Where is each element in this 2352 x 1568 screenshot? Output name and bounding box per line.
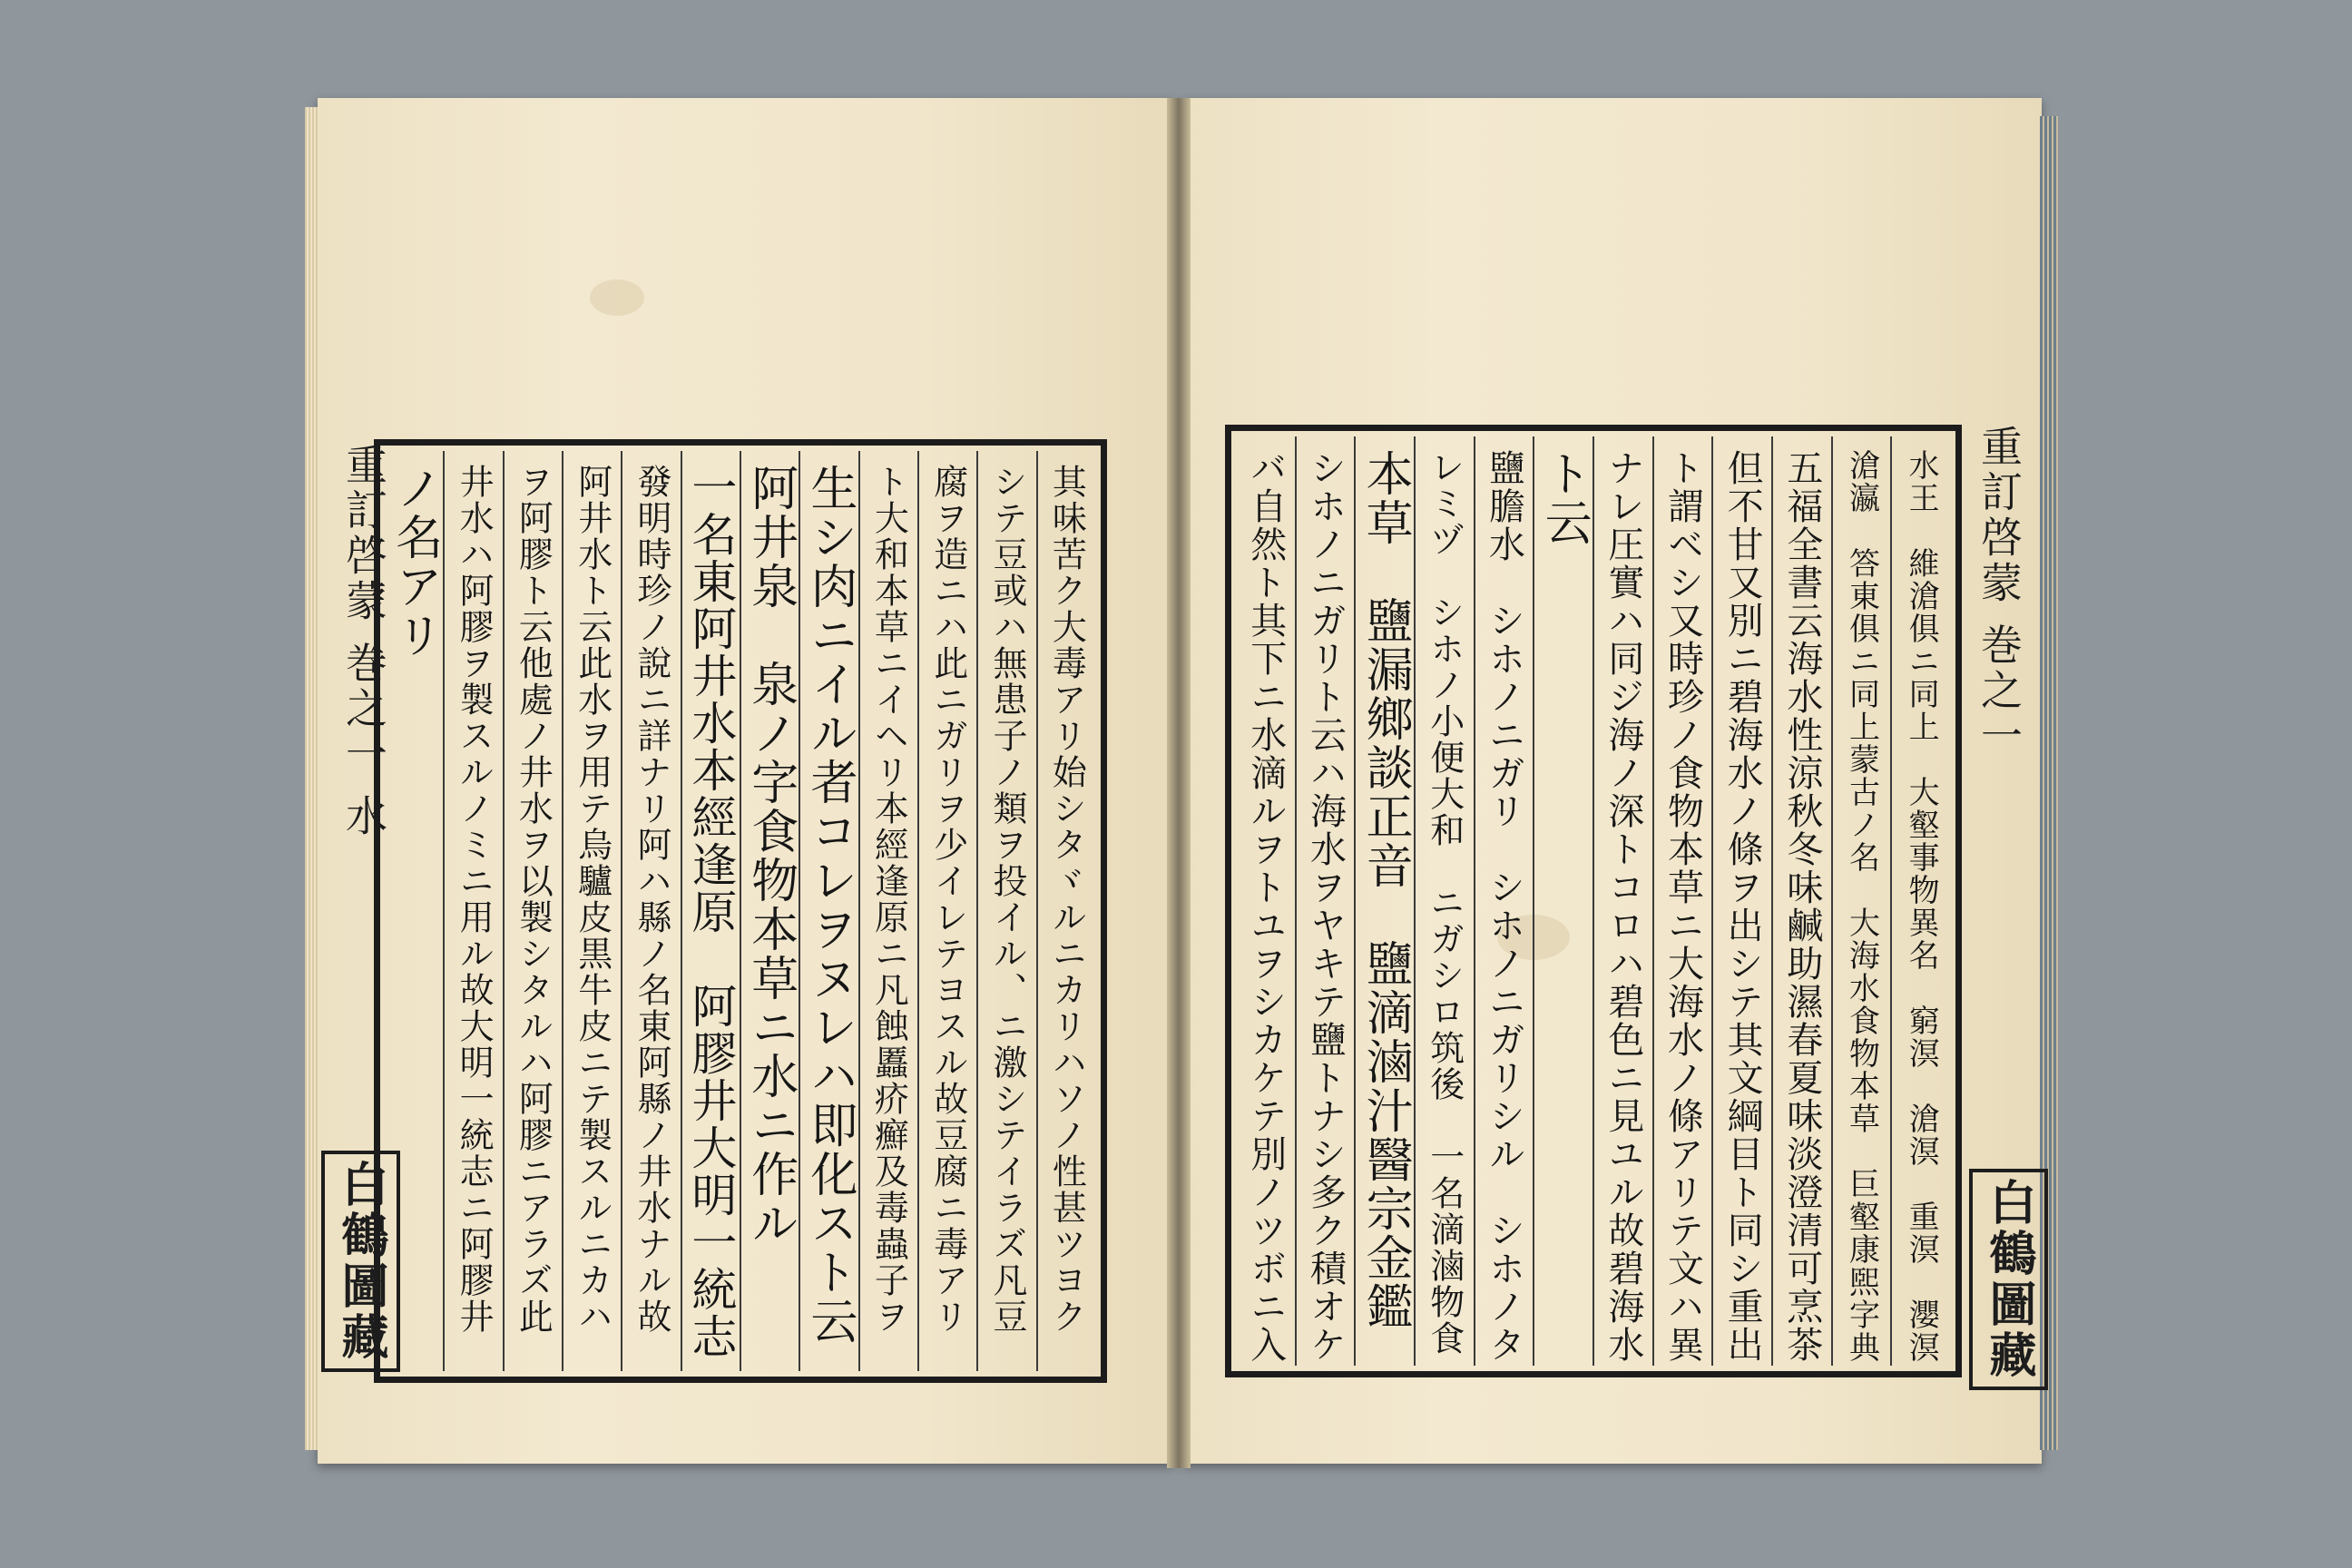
text-column: バ自然ト其下ニ水滴ルヲトユヲシカケテ別ノツボニ入 (1244, 449, 1287, 1364)
paper-stain (590, 279, 644, 316)
text-column: シテ豆或ハ無患子ノ類ヲ投イル、ニ激シテイラズ凡豆 (976, 451, 1035, 1371)
text-column: 發明時珍ノ說ニ詳ナリ阿ハ縣ノ名東阿縣ノ井水ナル故 (621, 451, 680, 1371)
left-text-columns (386, 451, 1095, 1371)
text-column: 一名東阿井水本經逢原 阿膠井大明一統志 (681, 451, 740, 1371)
book-gutter (1167, 98, 1191, 1468)
text-column: ト大和本草ニイヘリ本經逢原ニ凡蝕䘌疥癬及毒蟲子ヲ (858, 451, 917, 1371)
open-book (318, 98, 2042, 1468)
text-column: ノ名アリ (387, 464, 442, 660)
text-column: 腐ヲ造ニハ此ニガリヲ少イレテヨスル故豆腐ニ毒アリ (917, 451, 976, 1371)
text-column: 井水ハ阿膠ヲ製スルノミニ用ル故大明一統志ニ阿膠井 (443, 451, 502, 1371)
text-column: 五福全書云海水性涼秋冬味鹹助濕春夏味淡澄清可烹茶 (1771, 436, 1831, 1366)
text-column: 水王 維滄俱ニ同上 大壑事物異名 窮溟 滄溟 重溟 瀴溟 (1890, 436, 1950, 1366)
right-text-columns (1237, 436, 1950, 1366)
left-page-edges (305, 107, 319, 1450)
right-margin-title: 重訂啓蒙 巻之一 (1975, 425, 2024, 760)
text-column: ヲ阿膠ト云他處ノ井水ヲ以製シタルハ阿膠ニアラズ此 (503, 451, 562, 1371)
text-column: ナレ圧實ハ同ジ海ノ深トコロハ碧色ニ見ユル故碧海水 (1592, 436, 1652, 1366)
text-column: 本草 鹽漏鄉談正音 鹽滴滷汁醫宗金鑑 (1354, 436, 1414, 1366)
text-column: ト云 (1533, 436, 1592, 1366)
text-column: ト謂ベシ又時珍ノ食物本草ニ大海水ノ條アリテ文ハ異 (1652, 436, 1712, 1366)
left-publisher-stamp: 白鶴圖藏 (321, 1151, 400, 1372)
text-column: 其味苦ク大毒アリ始シタヾルニカリハソノ性甚ツヨク (1036, 451, 1095, 1371)
left-margin-title: 重訂啓蒙 巻之一 水 (339, 443, 388, 840)
left-text-frame (374, 439, 1107, 1383)
text-column: シホノニガリト云ハ海水ヲヤキテ鹽トナシ多ク積オケ (1295, 436, 1355, 1366)
text-column: 阿井水ト云此水ヲ用テ烏驢皮黒牛皮ニテ製スルニカハ (562, 451, 621, 1371)
text-column: レミヅ シホノ小便大和 ニガシロ筑後 一名滴滷物食 (1414, 436, 1474, 1366)
text-column: 滄瀛 答東俱ニ同上蒙古ノ名 大海水食物本草 巨壑康煕字典 (1831, 436, 1891, 1366)
text-column: 但不甘又別ニ碧海水ノ條ヲ出シテ其文綱目ト同シ重出 (1711, 436, 1771, 1366)
text-column: 鹽膽水 シホノニガリ シホノニガリシル シホノタ (1474, 436, 1534, 1366)
text-column: 生シ肉ニイル者コレヲヌレハ即化スト云 (799, 451, 858, 1371)
text-column: 阿井泉 泉ノ字食物本草ニ水ニ作ル (740, 451, 799, 1371)
right-publisher-stamp: 白鶴圖藏 (1969, 1169, 2048, 1390)
right-text-frame (1225, 425, 1962, 1377)
